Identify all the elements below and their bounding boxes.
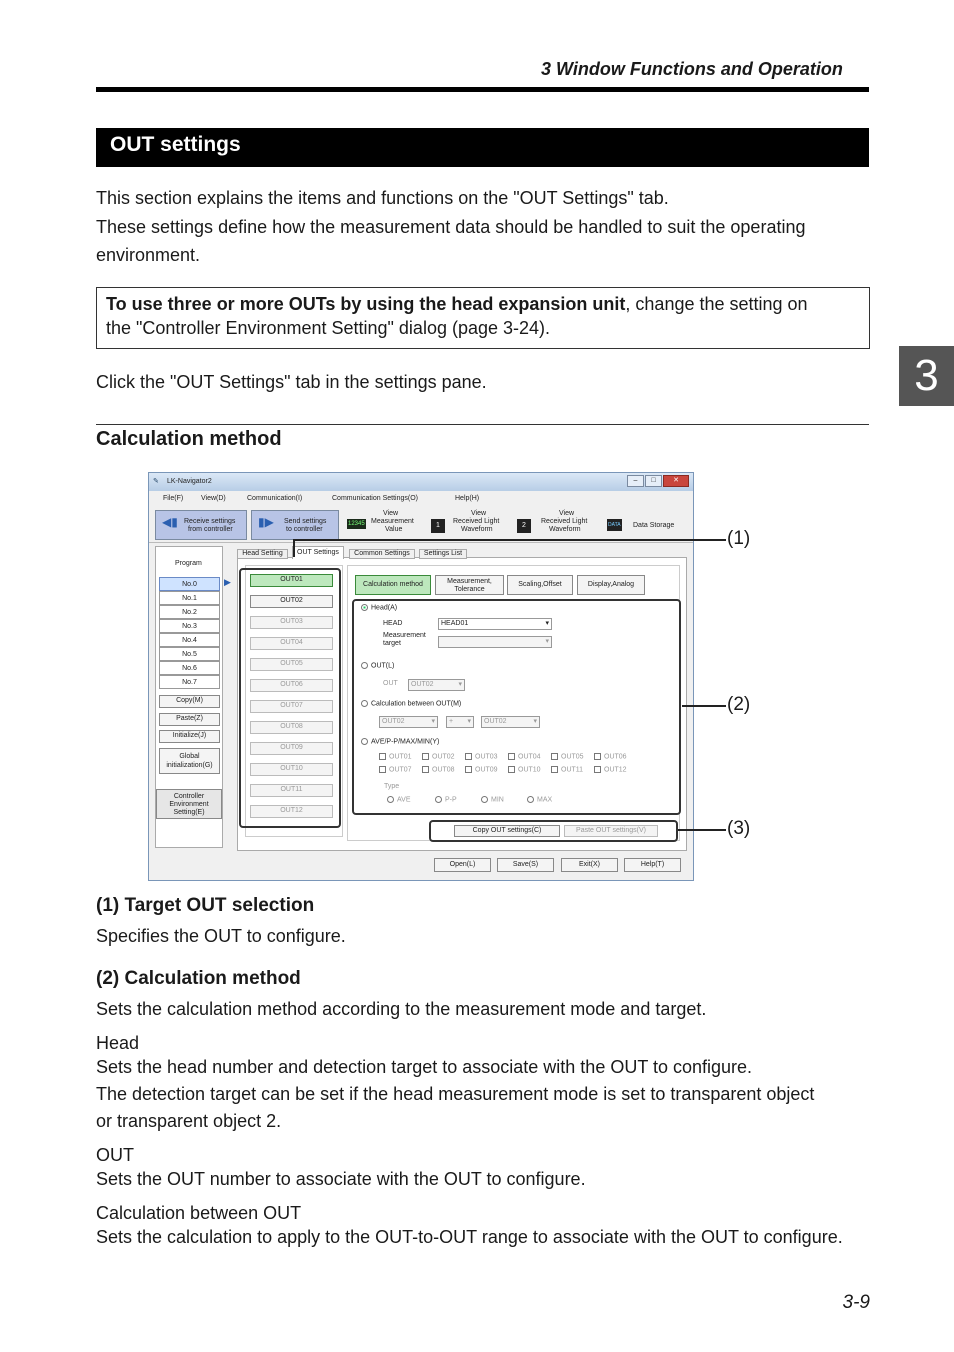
content-area <box>149 543 693 881</box>
out-line-1: Sets the OUT number to associate with the OUT to configure. <box>96 1169 586 1189</box>
intro-line-3: environment. <box>96 245 201 265</box>
window-title: LK-Navigator2 <box>167 478 212 485</box>
callout-2-line <box>682 705 726 707</box>
controller-env-button[interactable] <box>156 789 222 819</box>
calc-op-value: + <box>449 718 454 725</box>
checkbox-icon <box>551 753 558 760</box>
menu-comm-settings[interactable]: Communication Settings(O) <box>332 495 418 502</box>
app-logo-icon: ✎ <box>153 478 159 485</box>
program-item[interactable]: No.3 <box>159 619 220 633</box>
callout-1-label: (1) <box>727 528 751 549</box>
subtab-measurement[interactable] <box>435 575 504 595</box>
section-title: OUT settings <box>96 128 869 167</box>
out-button[interactable]: OUT07 <box>250 700 333 713</box>
note-box <box>96 287 870 349</box>
out-button[interactable]: OUT09 <box>250 742 333 755</box>
checkbox-icon <box>508 766 515 773</box>
wf2-l2: Received Light <box>541 518 588 525</box>
out-checkbox[interactable] <box>508 766 541 773</box>
out-checkbox[interactable] <box>551 753 584 760</box>
copy-button[interactable]: Copy(M) <box>159 695 220 708</box>
head-radio[interactable] <box>361 604 397 611</box>
type-radio[interactable] <box>481 796 504 803</box>
out-button[interactable]: OUT06 <box>250 679 333 692</box>
data-storage-button[interactable] <box>607 510 683 540</box>
receive-label-2: from controller <box>188 526 233 533</box>
help-button[interactable]: Help(T) <box>624 858 681 872</box>
calc-radio-label: Calculation between OUT(M) <box>371 700 462 708</box>
close-icon[interactable]: ✕ <box>663 475 689 487</box>
view-meas-l1: View <box>383 510 399 517</box>
subtab-meas-l2: Tolerance <box>454 586 485 593</box>
checkbox-label: OUT04 <box>518 753 541 761</box>
minimize-icon[interactable]: – <box>627 475 644 487</box>
intro-line-2: These settings define how the measurement data should be handled to suit the operating <box>96 217 806 237</box>
tab-settings-list[interactable]: Settings List <box>419 549 467 559</box>
out-button[interactable]: OUT02 <box>250 595 333 608</box>
checkbox-icon <box>422 766 429 773</box>
out-checkbox[interactable] <box>594 753 627 760</box>
checkbox-label: OUT05 <box>561 753 584 761</box>
checkbox-label: OUT06 <box>604 753 627 761</box>
global-init-l2: initialization(G) <box>166 762 213 769</box>
head-line-1: Sets the head number and detection target to associate with the OUT to configure. <box>96 1057 753 1077</box>
subtab-scaling[interactable]: Scaling,Offset <box>507 575 573 595</box>
header-rule <box>96 87 869 92</box>
menu-view[interactable]: View(D) <box>201 495 226 502</box>
item-2-title: (2) Calculation method <box>96 968 301 989</box>
menu-help[interactable]: Help(H) <box>455 495 480 502</box>
checkbox-icon <box>422 753 429 760</box>
page-number: 3-9 <box>842 1292 870 1313</box>
checkbox-label: OUT07 <box>389 766 412 774</box>
send-label-1: Send settings <box>284 518 327 525</box>
head-line-2: The detection target can be set if the head measurement mode is set to transparent object <box>96 1084 815 1104</box>
receive-icon: ◀▮ <box>162 515 178 529</box>
type-radio[interactable] <box>527 796 552 803</box>
out-checkbox[interactable] <box>551 766 583 773</box>
checkbox-icon <box>594 766 601 773</box>
checkbox-icon <box>465 753 472 760</box>
note-rest: , change the setting on <box>625 294 808 314</box>
toolbar <box>149 505 693 543</box>
dropdown-icon: ▾ <box>545 620 549 627</box>
wf2-l1: View <box>559 510 575 517</box>
checkbox-icon <box>508 753 515 760</box>
program-item[interactable]: No.2 <box>159 605 220 619</box>
paste-button[interactable]: Paste(Z) <box>159 713 220 726</box>
controller-env-l2: Environment <box>169 801 209 808</box>
meas-target-label-2: target <box>383 640 401 647</box>
initialize-button[interactable]: Initialize(J) <box>159 730 220 743</box>
head-line-3: or transparent object 2. <box>96 1111 282 1131</box>
radio-off-icon <box>435 796 442 803</box>
out-checkbox[interactable] <box>422 766 455 773</box>
calc-a-value: OUT02 <box>382 718 405 725</box>
view-measurement-button[interactable] <box>345 510 421 540</box>
callout-1-frame <box>239 568 341 828</box>
callout-1-drop <box>293 539 295 557</box>
type-label: Type <box>384 783 400 790</box>
callout-3-label: (3) <box>727 818 751 839</box>
out-checkbox[interactable] <box>594 766 627 773</box>
dropdown-icon: ▾ <box>458 681 462 688</box>
out-button[interactable]: OUT04 <box>250 637 333 650</box>
out-button[interactable]: OUT08 <box>250 721 333 734</box>
waveform-1-icon: 1 <box>431 519 445 533</box>
checkbox-icon <box>594 753 601 760</box>
out-button[interactable]: OUT01 <box>250 574 333 587</box>
out-label: OUT <box>383 680 398 687</box>
checkbox-icon <box>551 766 558 773</box>
subtab-display[interactable]: Display,Analog <box>577 575 645 595</box>
type-radio-label: MIN <box>491 796 504 804</box>
calc-out-b-select[interactable] <box>481 716 540 728</box>
callout-2-label: (2) <box>727 694 751 715</box>
head-select-value: HEAD01 <box>441 620 469 627</box>
out-checkbox[interactable] <box>508 753 541 760</box>
radio-off-icon <box>527 796 534 803</box>
program-item[interactable]: No.1 <box>159 591 220 605</box>
view-waveform-2-button[interactable] <box>517 510 599 540</box>
item-1-title: (1) Target OUT selection <box>96 895 315 916</box>
callout-3-line <box>678 829 726 831</box>
calc-between-radio[interactable] <box>361 700 461 707</box>
program-label: Program <box>175 560 202 567</box>
copy-out-settings-button[interactable]: Copy OUT settings(C) <box>454 825 560 837</box>
subsection-rule <box>96 424 869 425</box>
out-radio[interactable] <box>361 662 394 669</box>
radio-off-icon <box>361 700 368 707</box>
out-button[interactable]: OUT12 <box>250 805 333 818</box>
subheading: Calculation method <box>96 428 282 450</box>
item-2-text: Sets the calculation method according to the measurement mode and target. <box>96 999 707 1019</box>
out-button[interactable]: OUT10 <box>250 763 333 776</box>
out-checkbox[interactable] <box>465 766 498 773</box>
head-radio-label: Head(A) <box>371 604 398 612</box>
calc-between-label: Calculation between OUT <box>96 1203 302 1223</box>
save-button[interactable]: Save(S) <box>497 858 554 872</box>
item-1-text: Specifies the OUT to configure. <box>96 926 346 946</box>
calc-out-a-select[interactable] <box>379 716 438 728</box>
checkbox-icon <box>379 753 386 760</box>
title-bar <box>149 473 693 491</box>
dropdown-icon: ▾ <box>431 718 435 725</box>
send-icon: ▮▶ <box>258 515 274 529</box>
global-init-l1: Global <box>179 753 200 760</box>
head-select[interactable] <box>438 618 552 630</box>
meas-target-select[interactable] <box>438 636 552 648</box>
subtab-meas-l1: Measurement, <box>447 578 492 585</box>
dropdown-icon: ▾ <box>467 718 471 725</box>
type-radio-label: P-P <box>445 796 457 804</box>
note-bold: To use three or more OUTs by using the head expansion unit <box>106 294 626 314</box>
type-radio[interactable] <box>435 796 457 803</box>
send-label-2: to controller <box>286 526 323 533</box>
program-item[interactable]: No.6 <box>159 661 220 675</box>
head-label: HEAD <box>383 620 403 627</box>
out-select-value: OUT02 <box>411 681 434 688</box>
out-checkbox[interactable] <box>465 753 498 760</box>
data-storage-label: Data Storage <box>633 522 675 529</box>
checkbox-label: OUT12 <box>604 766 627 774</box>
out-button[interactable]: OUT11 <box>250 784 333 797</box>
type-radio-label: AVE <box>397 796 411 804</box>
type-radio[interactable] <box>387 796 411 803</box>
dropdown-icon: ▾ <box>533 718 537 725</box>
intro-line-1: This section explains the items and functions on the "OUT Settings" tab. <box>96 188 669 208</box>
controller-env-l3: Setting(E) <box>173 809 205 816</box>
out-select[interactable] <box>408 679 465 691</box>
program-item[interactable]: No.5 <box>159 647 220 661</box>
receive-label-1: Receive settings <box>184 518 236 525</box>
ave-radio-label: AVE/P-P/MAX/MIN(Y) <box>371 738 440 746</box>
app-screenshot <box>148 472 694 881</box>
tab-out-settings[interactable]: OUT Settings <box>292 546 344 559</box>
maximize-icon[interactable]: □ <box>645 475 662 487</box>
radio-off-icon <box>481 796 488 803</box>
out-checkbox[interactable] <box>379 766 412 773</box>
selection-arrow-icon: ▶ <box>224 577 231 587</box>
subtab-calculation-method[interactable]: Calculation method <box>355 575 431 595</box>
checkbox-label: OUT03 <box>475 753 498 761</box>
data-storage-icon: DATA <box>607 519 622 531</box>
program-item[interactable]: No.7 <box>159 675 220 689</box>
chapter-tab: 3 <box>899 346 954 406</box>
wf1-l3: Waveform <box>461 526 493 533</box>
paste-out-settings-button[interactable]: Paste OUT settings(V) <box>564 825 658 837</box>
out-button[interactable]: OUT05 <box>250 658 333 671</box>
head-label-text: Head <box>96 1033 140 1053</box>
wf2-l3: Waveform <box>549 526 581 533</box>
click-instruction: Click the "OUT Settings" tab in the settings pane. <box>96 372 487 392</box>
radio-off-icon <box>387 796 394 803</box>
program-item[interactable]: No.4 <box>159 633 220 647</box>
out-button[interactable]: OUT03 <box>250 616 333 629</box>
chapter-header: 3 Window Functions and Operation <box>541 59 843 79</box>
radio-on-icon <box>361 604 368 611</box>
wf1-l2: Received Light <box>453 518 500 525</box>
view-waveform-1-button[interactable] <box>431 510 511 540</box>
checkbox-label: OUT02 <box>432 753 455 761</box>
view-meas-l2: Measurement <box>371 518 414 525</box>
exit-button[interactable]: Exit(X) <box>561 858 618 872</box>
meas-target-label-1: Measurement <box>383 632 426 639</box>
callout-1-line <box>293 539 726 541</box>
controller-env-l1: Controller <box>173 793 205 800</box>
calc-operator-select[interactable] <box>446 716 474 728</box>
checkbox-label: OUT11 <box>561 766 584 774</box>
checkbox-label: OUT08 <box>432 766 455 774</box>
tab-common-settings[interactable]: Common Settings <box>349 549 415 559</box>
waveform-2-icon: 2 <box>517 519 531 533</box>
radio-off-icon <box>361 738 368 745</box>
calc-between-line-1: Sets the calculation to apply to the OUT-to-OUT range to associate with the OUT to configure. <box>96 1227 843 1247</box>
ave-radio[interactable] <box>361 738 439 745</box>
out-checkbox[interactable] <box>422 753 455 760</box>
out-label-text: OUT <box>96 1145 134 1165</box>
menu-file[interactable]: File(F) <box>163 495 184 502</box>
program-item[interactable]: No.0 <box>159 577 220 591</box>
tab-head-setting[interactable]: Head Setting <box>237 549 288 559</box>
checkbox-label: OUT10 <box>518 766 541 774</box>
wf1-l1: View <box>471 510 487 517</box>
send-settings-button[interactable] <box>251 510 339 540</box>
note-line-2: the "Controller Environment Setting" dialog (page 3-24). <box>106 318 551 338</box>
out-radio-label: OUT(L) <box>371 662 395 670</box>
checkbox-label: OUT09 <box>475 766 498 774</box>
checkbox-label: OUT01 <box>389 753 412 761</box>
out-checkbox[interactable] <box>379 753 412 760</box>
checkbox-icon <box>465 766 472 773</box>
open-button[interactable]: Open(L) <box>434 858 491 872</box>
dropdown-icon: ▾ <box>545 638 549 645</box>
global-init-button[interactable] <box>159 748 220 774</box>
radio-off-icon <box>361 662 368 669</box>
receive-settings-button[interactable] <box>155 510 247 540</box>
calc-b-value: OUT02 <box>484 718 507 725</box>
menu-communication[interactable]: Communication(I) <box>247 495 303 502</box>
type-radio-label: MAX <box>537 796 553 804</box>
menu-bar <box>149 491 693 505</box>
view-meas-l3: Value <box>385 526 403 533</box>
measurement-value-icon: 12345 <box>348 521 365 527</box>
checkbox-icon <box>379 766 386 773</box>
